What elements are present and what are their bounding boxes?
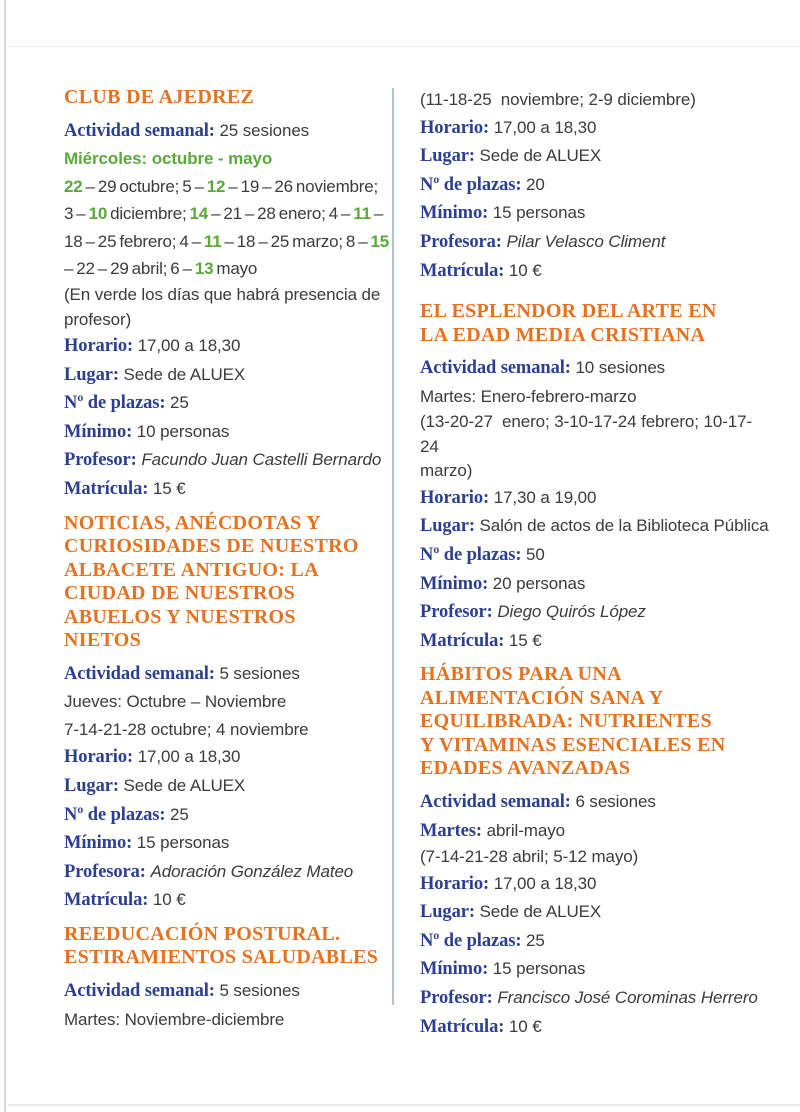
text-row bbox=[420, 86, 770, 114]
text: Jueves: Octubre – Noviembre bbox=[64, 692, 287, 712]
date-text: 3 – bbox=[64, 204, 89, 224]
text: (7-14-21-28 abril; 5-12 mayo) bbox=[420, 847, 639, 867]
field-value: 10 € bbox=[152, 890, 186, 910]
activity-section bbox=[64, 86, 390, 504]
activity-title-line: Y VITAMINAS ESENCIALES EN bbox=[420, 733, 726, 756]
text-row bbox=[420, 383, 770, 411]
text: (En verde los días que habrá presencia de bbox=[64, 285, 381, 305]
left-column bbox=[64, 86, 390, 1041]
field-label: Lugar: bbox=[420, 146, 475, 167]
field-label: Matrícula: bbox=[64, 479, 149, 500]
field-label: Lugar: bbox=[64, 776, 119, 796]
detail-row bbox=[420, 114, 770, 143]
field-value: Sede de ALUEX bbox=[479, 902, 602, 922]
field-value: Sede de ALUEX bbox=[123, 364, 246, 384]
teacher-present-day: 12 bbox=[206, 176, 226, 196]
field-value: 10 € bbox=[508, 260, 542, 280]
field-label: Mínimo: bbox=[420, 573, 489, 594]
text-row bbox=[64, 308, 390, 333]
activity-title-line: HÁBITOS PARA UNA bbox=[420, 663, 622, 686]
detail-row bbox=[64, 475, 390, 504]
field-label: Profesor: bbox=[64, 450, 137, 471]
detail-row bbox=[64, 801, 390, 830]
text-row bbox=[64, 688, 390, 716]
field-value: Diego Quirós López bbox=[497, 602, 646, 622]
dates-row bbox=[64, 173, 390, 201]
activity-section bbox=[64, 923, 390, 1033]
activity-title bbox=[64, 86, 390, 110]
field-value: 17,00 a 18,30 bbox=[137, 336, 241, 356]
detail-row bbox=[64, 117, 390, 146]
activity-title-line: NOTICIAS, ANÉCDOTAS Y bbox=[64, 511, 321, 534]
field-label: Actividad semanal: bbox=[420, 791, 571, 812]
field-value: Francisco José Corominas Herrero bbox=[497, 987, 758, 1007]
detail-row bbox=[420, 228, 770, 257]
page-top-fold-line bbox=[8, 46, 800, 47]
field-value: 10 personas bbox=[136, 421, 230, 441]
field-value: Sede de ALUEX bbox=[479, 146, 602, 166]
field-label: Actividad semanal: bbox=[64, 120, 215, 141]
activity-title-line: ALBACETE ANTIGUO: LA bbox=[64, 558, 319, 581]
detail-row bbox=[64, 743, 390, 772]
field-label: Horario: bbox=[420, 487, 490, 508]
text-row bbox=[420, 845, 770, 870]
field-value: abril-mayo bbox=[486, 820, 565, 840]
teacher-present-day: 14 bbox=[189, 204, 209, 224]
detail-row bbox=[420, 541, 770, 570]
activity-title-line: REEDUCACIÓN POSTURAL. bbox=[64, 922, 341, 945]
activity-title-line: CIUDAD DE NUESTROS bbox=[64, 582, 295, 605]
field-value: 17,30 a 19,00 bbox=[493, 487, 597, 507]
field-value: 15 personas bbox=[492, 203, 586, 223]
text-row bbox=[64, 1006, 390, 1034]
field-label: Lugar: bbox=[420, 902, 475, 923]
field-label: Horario: bbox=[64, 747, 134, 768]
detail-row bbox=[420, 927, 770, 956]
text: Martes: Enero-febrero-marzo bbox=[420, 386, 637, 406]
teacher-present-day: 15 bbox=[370, 231, 389, 251]
detail-row bbox=[64, 446, 390, 475]
field-label: Martes: bbox=[420, 820, 482, 841]
text-row bbox=[420, 459, 770, 484]
detail-row bbox=[420, 788, 770, 817]
detail-row bbox=[420, 199, 770, 228]
detail-row bbox=[64, 886, 390, 915]
date-text: mayo bbox=[213, 259, 258, 279]
field-value: Pilar Velasco Climent bbox=[506, 231, 666, 251]
detail-row bbox=[64, 660, 390, 689]
field-value: 50 bbox=[526, 545, 545, 565]
date-text: – 18 – 25 marzo; 8 – bbox=[221, 231, 371, 251]
field-label: Matrícula: bbox=[64, 890, 149, 911]
field-label: Nº de plazas: bbox=[420, 174, 522, 195]
field-label: Profesor: bbox=[420, 602, 493, 623]
field-value: 10 € bbox=[508, 1016, 542, 1036]
field-value: 15 personas bbox=[136, 833, 230, 853]
field-label: Horario: bbox=[420, 873, 490, 894]
detail-row bbox=[420, 354, 770, 383]
field-label: Mínimo: bbox=[64, 421, 133, 442]
detail-row bbox=[420, 955, 770, 984]
text: (13-20-27 enero; 3-10-17-24 febrero; 10-17-24 bbox=[420, 412, 753, 456]
activity-title bbox=[64, 512, 390, 653]
activity-title-line: LA EDAD MEDIA CRISTIANA bbox=[420, 323, 706, 346]
date-text: – 19 – 26 noviembre; bbox=[225, 176, 379, 196]
date-text: – 22 – 29 abril; 6 – bbox=[64, 259, 195, 279]
field-value: 15 € bbox=[508, 630, 542, 650]
field-label: Mínimo: bbox=[420, 203, 489, 224]
field-label: Nº de plazas: bbox=[64, 804, 166, 825]
detail-row bbox=[420, 1013, 770, 1042]
teacher-present-day: 13 bbox=[194, 259, 214, 279]
detail-row bbox=[64, 332, 390, 361]
teacher-present-day: 10 bbox=[88, 204, 108, 224]
page-bottom-fold-line bbox=[8, 1104, 800, 1106]
text: 7-14-21-28 octubre; 4 noviembre bbox=[64, 719, 309, 739]
activity-title-line: CURIOSIDADES DE NUESTRO bbox=[64, 535, 359, 558]
activity-section bbox=[420, 300, 770, 655]
text: profesor) bbox=[64, 309, 132, 329]
dates-row bbox=[64, 200, 390, 228]
activity-title-line: ABUELOS Y NUESTROS bbox=[64, 605, 296, 628]
activity-title bbox=[420, 663, 770, 781]
field-label: Horario: bbox=[64, 336, 134, 357]
field-label: Profesora: bbox=[420, 231, 502, 252]
field-value: 25 bbox=[170, 393, 189, 413]
text: Martes: Noviembre-diciembre bbox=[64, 1009, 285, 1029]
teacher-present-day: 11 bbox=[353, 204, 371, 224]
field-label: Matrícula: bbox=[420, 630, 505, 651]
detail-row bbox=[420, 257, 770, 286]
field-value: 25 sesiones bbox=[219, 120, 310, 140]
field-label: Horario: bbox=[420, 117, 490, 138]
right-column bbox=[420, 86, 770, 1049]
field-label: Nº de plazas: bbox=[64, 393, 166, 414]
activity-title bbox=[420, 300, 770, 347]
detail-row bbox=[420, 898, 770, 927]
detail-row bbox=[420, 484, 770, 513]
detail-row bbox=[64, 418, 390, 447]
date-text: diciembre; bbox=[107, 204, 190, 224]
activity-title-line: CLUB DE AJEDREZ bbox=[64, 86, 255, 108]
field-value: 15 € bbox=[152, 479, 186, 499]
activity-title-line: EDADES AVANZADAS bbox=[420, 757, 631, 780]
field-label: Lugar: bbox=[420, 516, 475, 537]
detail-row bbox=[420, 512, 770, 541]
field-value: 10 sesiones bbox=[575, 358, 666, 378]
activity-title-line: EL ESPLENDOR DEL ARTE EN bbox=[420, 300, 717, 323]
field-value: 17,00 a 18,30 bbox=[137, 747, 241, 767]
date-text: – 21 – 28 enero; 4 – bbox=[208, 204, 354, 224]
field-value: 20 bbox=[526, 174, 545, 194]
field-label: Matrícula: bbox=[420, 1016, 505, 1037]
field-value: 20 personas bbox=[492, 573, 586, 593]
field-value: 5 sesiones bbox=[219, 980, 300, 1000]
activity-section bbox=[420, 86, 770, 285]
dates-row bbox=[64, 228, 390, 256]
detail-row bbox=[420, 870, 770, 899]
detail-row bbox=[64, 858, 390, 887]
field-value: 25 bbox=[170, 804, 189, 824]
field-value: Salón de actos de la Biblioteca Pública bbox=[479, 516, 769, 536]
activity-title-line: NIETOS bbox=[64, 629, 142, 652]
activity-title-line: ALIMENTACIÓN SANA Y bbox=[420, 686, 664, 709]
detail-row bbox=[64, 772, 390, 801]
detail-row bbox=[64, 361, 390, 390]
field-label: Mínimo: bbox=[64, 833, 133, 854]
field-label: Lugar: bbox=[64, 364, 119, 385]
detail-row bbox=[420, 627, 770, 656]
teacher-present-day: 11 bbox=[203, 231, 222, 251]
detail-row bbox=[420, 171, 770, 200]
field-value: 17,00 a 18,30 bbox=[493, 873, 597, 893]
column-divider bbox=[392, 88, 394, 1005]
date-text: – 29 octubre; 5 – bbox=[82, 176, 207, 196]
date-text: – bbox=[370, 204, 384, 224]
date-text: 18 – 25 febrero; 4 – bbox=[64, 231, 204, 251]
text-row bbox=[64, 283, 390, 308]
activity-title-line: ESTIRAMIENTOS SALUDABLES bbox=[64, 946, 379, 969]
activity-section bbox=[420, 663, 770, 1041]
dates-row bbox=[64, 255, 390, 283]
field-value: 15 personas bbox=[492, 959, 586, 979]
text: Miércoles: octubre - mayo bbox=[64, 149, 273, 169]
page-edge-line bbox=[4, 0, 6, 1112]
field-label: Actividad semanal: bbox=[420, 358, 571, 379]
detail-row bbox=[420, 570, 770, 599]
field-value: 6 sesiones bbox=[575, 791, 656, 811]
field-value: 25 bbox=[526, 930, 545, 950]
text-row bbox=[64, 716, 390, 744]
field-label: Matrícula: bbox=[420, 260, 505, 281]
field-label: Profesora: bbox=[64, 861, 146, 882]
field-value: Sede de ALUEX bbox=[123, 776, 246, 795]
detail-row bbox=[64, 829, 390, 858]
text: (11-18-25 noviembre; 2-9 diciembre) bbox=[420, 90, 696, 109]
activity-title-line: EQUILIBRADA: NUTRIENTES bbox=[420, 710, 712, 733]
detail-row bbox=[64, 977, 390, 1006]
field-value: Adoración González Mateo bbox=[150, 861, 354, 881]
detail-row bbox=[420, 598, 770, 627]
detail-row bbox=[420, 142, 770, 171]
field-label: Nº de plazas: bbox=[420, 545, 522, 566]
field-label: Mínimo: bbox=[420, 959, 489, 980]
field-label: Actividad semanal: bbox=[64, 980, 215, 1001]
field-value: Facundo Juan Castelli Bernardo bbox=[141, 450, 382, 470]
detail-row bbox=[64, 389, 390, 418]
field-label: Profesor: bbox=[420, 987, 493, 1008]
text-row bbox=[420, 410, 770, 459]
field-value: 5 sesiones bbox=[219, 663, 300, 683]
activity-title bbox=[64, 923, 390, 970]
field-label: Actividad semanal: bbox=[64, 663, 215, 684]
text: marzo) bbox=[420, 461, 473, 481]
teacher-present-day: 22 bbox=[64, 176, 83, 196]
activity-section bbox=[64, 512, 390, 915]
detail-row bbox=[420, 817, 770, 846]
field-value: 17,00 a 18,30 bbox=[493, 117, 597, 137]
detail-row bbox=[420, 984, 770, 1013]
field-label: Nº de plazas: bbox=[420, 930, 522, 951]
schedule-highlight-row bbox=[64, 145, 390, 173]
